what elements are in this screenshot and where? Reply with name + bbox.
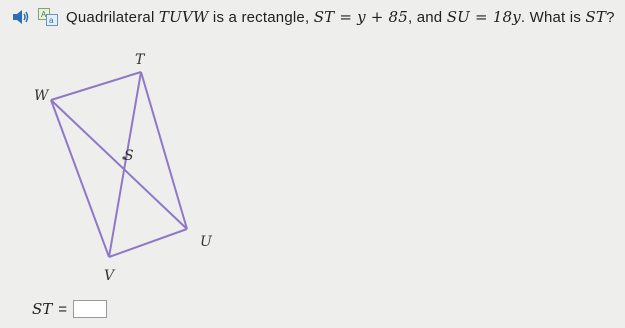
side-WT — [51, 72, 141, 100]
question-and: , and — [407, 9, 447, 26]
question-text — [66, 8, 615, 26]
equation-1: ST = y + 85 — [313, 8, 408, 26]
diagonal-WU — [51, 100, 187, 229]
side-UV — [109, 229, 187, 257]
question-suffix: ? — [606, 9, 615, 26]
question-prefix: Quadrilateral — [66, 9, 159, 26]
shape-name: TUVW — [158, 8, 209, 26]
diagonal-TV — [109, 72, 141, 257]
speaker-icon[interactable] — [12, 9, 30, 25]
svg-text:a: a — [49, 16, 54, 25]
answer-label: ST — [32, 300, 53, 318]
vertex-label-U: U — [200, 234, 212, 250]
question-middle: is a rectangle, — [208, 9, 314, 26]
side-TU — [141, 72, 187, 229]
svg-text:A: A — [41, 10, 47, 19]
equals-sign: = — [58, 300, 68, 318]
translate-icon[interactable] — [38, 8, 58, 26]
answer-row — [32, 300, 107, 318]
rectangle-figure — [20, 50, 220, 290]
vertex-label-V: V — [104, 268, 115, 284]
question-ask: . What is — [520, 9, 586, 26]
answer-input[interactable] — [73, 300, 107, 318]
question-row — [12, 6, 615, 28]
side-VW — [51, 100, 109, 257]
equation-2: SU = 18y — [446, 8, 521, 26]
vertex-label-S: S — [124, 148, 134, 164]
target-segment: ST — [585, 8, 607, 26]
vertex-label-W: W — [34, 88, 49, 104]
rectangle-diagram — [20, 50, 220, 290]
vertex-label-T: T — [135, 52, 145, 68]
